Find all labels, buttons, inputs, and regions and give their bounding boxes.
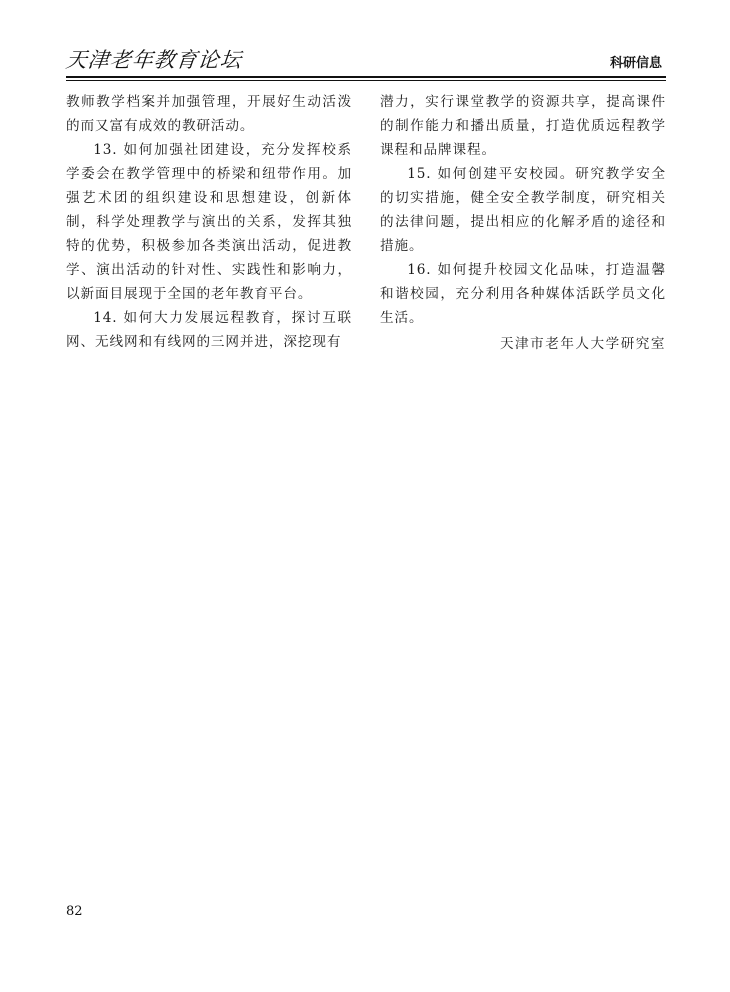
right-column [380,90,666,356]
header-rule-thick [66,76,666,78]
page-number: 82 [66,904,83,919]
section-label: 科研信息 [609,56,662,71]
paragraph-item-14: 14. 如何大力发展远程教育，探讨互联网、无线网和有线网的三网并进，深挖现有 [66,310,352,350]
left-column [66,90,352,354]
page-header [66,42,666,78]
author-signature: 天津市老年人大学研究室 [499,336,666,352]
header-rule-thin [66,80,666,81]
paragraph: 教师教学档案并加强管理，开展好生动活泼的而又富有成效的教研活动。 [66,94,352,134]
paragraph-item-13: 13. 如何加强社团建设，充分发挥校系学委会在教学管理中的桥梁和纽带作用。加强艺术团的组织建设和思想建设，创新体制，科学处理教学与演出的关系，发挥其独特的优势，积极参加各类演出活动，促进教学、演出活动的针对性、实践性和影响力，以新面目展现于全国的老年教育平台。 [66,142,352,302]
paragraph-item-16: 16. 如何提升校园文化品味，打造温馨和谐校园，充分利用各种媒体活跃学员文化生活。 [380,262,666,326]
paragraph-item-15: 15. 如何创建平安校园。研究教学安全的切实措施，健全安全教学制度，研究相关的法律问题，提出相应的化解矛盾的途径和措施。 [380,166,666,254]
paragraph: 潜力，实行课堂教学的资源共享，提高课件的制作能力和播出质量，打造优质远程教学课程和品牌课程。 [380,94,666,158]
journal-logo: 天津老年教育论坛 [64,48,244,72]
